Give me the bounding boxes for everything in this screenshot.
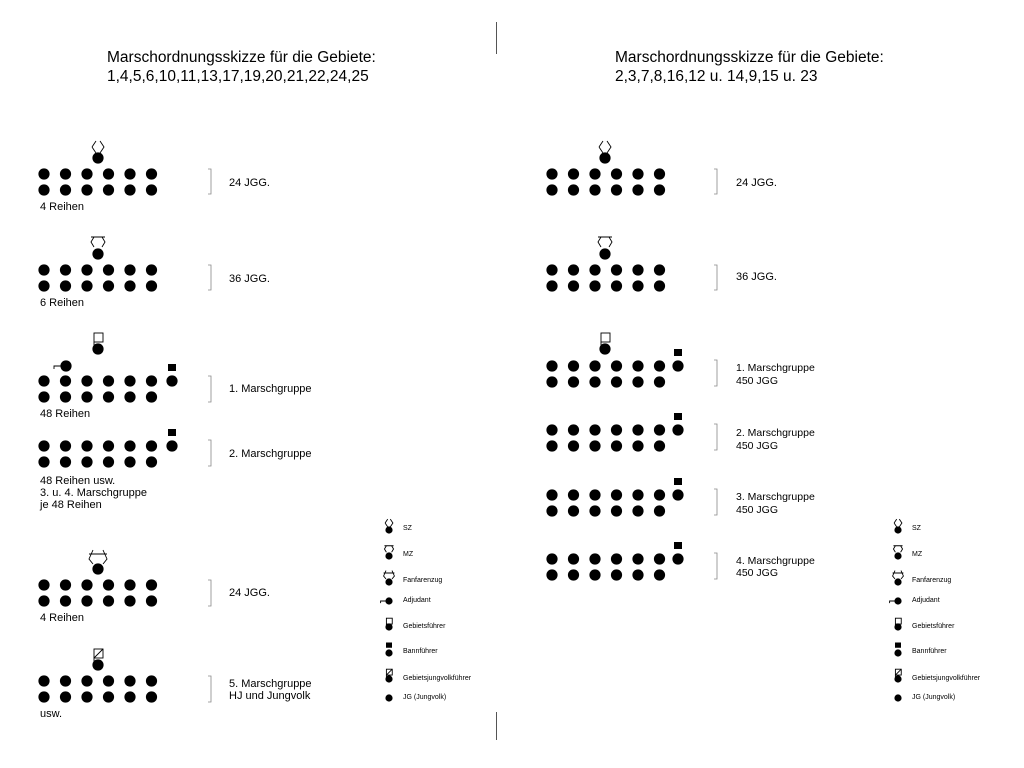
jg-dot xyxy=(546,376,557,387)
jg-dot xyxy=(654,264,665,275)
gebietsfuehrer-flag-icon xyxy=(94,333,103,342)
jg-dot xyxy=(568,424,579,435)
jg-dot xyxy=(632,569,643,580)
jg-dot xyxy=(546,360,557,371)
legend-mz-dot xyxy=(385,552,392,559)
jg-dot xyxy=(124,168,135,179)
group-bracket xyxy=(208,169,211,194)
jg-dot xyxy=(654,280,665,291)
jg-dot xyxy=(60,168,71,179)
left-group1-note: 4 Reihen xyxy=(40,201,85,213)
jg-dot xyxy=(38,456,49,467)
legend-gebietsfuehrer-dot xyxy=(385,623,392,630)
jg-dot xyxy=(81,440,92,451)
legend-right-label-7: Gebietsjungvolkführer xyxy=(912,675,981,682)
fanfare-icon xyxy=(893,571,904,579)
legend-right-label-2: MZ xyxy=(912,551,923,558)
bannfuehrer-square-icon xyxy=(674,413,682,420)
jg-dot xyxy=(103,168,114,179)
right-title-line1: Marschordnungsskizze für die Gebiete: xyxy=(615,49,884,66)
flag-diagonal xyxy=(386,669,392,675)
legend-left-label-5: Gebietsführer xyxy=(403,623,446,630)
group-bracket xyxy=(714,265,717,290)
left-group1-label: 24 JGG. xyxy=(229,177,270,189)
jg-dot xyxy=(611,569,622,580)
jg-dot xyxy=(589,489,600,500)
jg-dot xyxy=(103,184,114,195)
jg-dot xyxy=(124,456,135,467)
jg-dot xyxy=(81,264,92,275)
left-group3-note: 48 Reihen xyxy=(40,408,91,420)
jg-dot xyxy=(60,440,71,451)
jg-dot xyxy=(146,691,157,702)
legend-left-label-3: Fanfarenzug xyxy=(403,577,443,584)
jg-dot xyxy=(632,264,643,275)
jg-dot xyxy=(124,280,135,291)
legend-adjutant-dot xyxy=(385,597,392,604)
jg-dot xyxy=(38,184,49,195)
left-group4-note-line3: je 48 Reihen xyxy=(40,499,102,511)
jg-dot xyxy=(81,675,92,686)
jg-dot xyxy=(589,440,600,451)
right-group4-label-line2: 450 JGG xyxy=(736,440,779,452)
jg-dot xyxy=(568,505,579,516)
right-group1-label: 24 JGG. xyxy=(736,177,777,189)
mz-leader-dot xyxy=(92,248,103,259)
legend-fanfare-dot xyxy=(385,578,392,585)
mz-leader-dot xyxy=(599,248,610,259)
legend-gebietsjungvolkfuehrer-dot xyxy=(894,675,901,682)
left-group2-label: 36 JGG. xyxy=(229,273,270,285)
jg-dot xyxy=(81,691,92,702)
jg-dot xyxy=(60,280,71,291)
jg-dot xyxy=(103,579,114,590)
left-group6-label-line2: HJ und Jungvolk xyxy=(229,690,311,702)
flag-diagonal xyxy=(94,649,103,658)
jg-dot xyxy=(632,489,643,500)
sz-icon xyxy=(92,141,104,153)
jg-dot xyxy=(124,440,135,451)
jg-dot xyxy=(60,595,71,606)
jg-dot xyxy=(81,280,92,291)
jg-dot xyxy=(81,375,92,386)
jg-dot xyxy=(146,456,157,467)
jg-dot xyxy=(611,264,622,275)
jg-dot xyxy=(81,579,92,590)
jg-dot xyxy=(589,184,600,195)
jg-dot xyxy=(146,280,157,291)
jg-dot xyxy=(38,595,49,606)
right-group6-label-line2: 450 JGG xyxy=(736,567,779,579)
jg-dot xyxy=(632,553,643,564)
jg-dot xyxy=(589,280,600,291)
gebietsfuehrer-flag-icon xyxy=(386,618,392,624)
left-group4-note-line2: 3. u. 4. Marschgruppe xyxy=(40,487,148,499)
jg-dot xyxy=(632,280,643,291)
jg-dot xyxy=(38,391,49,402)
jg-dot xyxy=(103,440,114,451)
jg-dot xyxy=(611,280,622,291)
jg-dot xyxy=(654,360,665,371)
jg-dot xyxy=(568,360,579,371)
legend-left-label-7: Gebietsjungvolkführer xyxy=(403,675,472,682)
jg-dot xyxy=(38,675,49,686)
jg-dot xyxy=(654,569,665,580)
gebietsfuehrer-flag-icon xyxy=(895,618,901,624)
jg-dot xyxy=(60,375,71,386)
jg-dot xyxy=(568,440,579,451)
legend-left-label-2: MZ xyxy=(403,551,414,558)
right-title-line2: 2,3,7,8,16,12 u. 14,9,15 u. 23 xyxy=(615,68,818,85)
jg-dot xyxy=(38,168,49,179)
left-group6-note: usw. xyxy=(40,708,63,720)
bannfuehrer-square-icon xyxy=(168,364,176,371)
jg-dot xyxy=(146,440,157,451)
legend-adjutant-dot xyxy=(894,597,901,604)
left-group5-note: 4 Reihen xyxy=(40,612,85,624)
jg-dot xyxy=(611,376,622,387)
jg-dot xyxy=(103,456,114,467)
right-group6-label-line1: 4. Marschgruppe xyxy=(736,555,815,567)
jg-dot xyxy=(60,456,71,467)
sz-icon xyxy=(894,519,902,527)
left-group4-label: 2. Marschgruppe xyxy=(229,448,312,460)
jg-dot xyxy=(611,360,622,371)
adjutant-icon xyxy=(54,366,61,369)
jg-dot xyxy=(146,595,157,606)
jg-dot xyxy=(654,489,665,500)
gebietsjungvolkfuehrer-dot xyxy=(92,659,103,670)
jg-dot xyxy=(124,375,135,386)
legend-right-label-1: SZ xyxy=(912,525,921,532)
bannfuehrer-dot xyxy=(672,360,683,371)
left-group4-note-line1: 48 Reihen usw. xyxy=(40,475,116,487)
flag-diagonal xyxy=(895,669,901,675)
jg-dot xyxy=(589,360,600,371)
jg-dot xyxy=(60,184,71,195)
jg-dot xyxy=(546,569,557,580)
jg-dot xyxy=(611,168,622,179)
jg-dot xyxy=(38,691,49,702)
jg-dot xyxy=(103,264,114,275)
sz-icon xyxy=(385,519,393,527)
jg-dot xyxy=(546,553,557,564)
mz-icon xyxy=(384,546,393,553)
legend-fanfare-dot xyxy=(894,578,901,585)
jg-dot xyxy=(654,376,665,387)
bannfuehrer-square-icon xyxy=(674,349,682,356)
jg-dot xyxy=(546,424,557,435)
jg-dot xyxy=(81,391,92,402)
legend-right-label-3: Fanfarenzug xyxy=(912,577,952,584)
jg-dot xyxy=(60,675,71,686)
gebietsfuehrer-dot xyxy=(599,343,610,354)
fanfare-leader-dot xyxy=(92,563,103,574)
jg-dot xyxy=(124,184,135,195)
legend-left-label-8: JG (Jungvolk) xyxy=(403,694,447,701)
jg-dot xyxy=(146,264,157,275)
legend-mz-dot xyxy=(894,552,901,559)
right-group2-label: 36 JGG. xyxy=(736,271,777,283)
jg-dot xyxy=(632,376,643,387)
jg-dot xyxy=(546,168,557,179)
jg-dot xyxy=(146,184,157,195)
jg-dot xyxy=(124,264,135,275)
jg-dot xyxy=(38,264,49,275)
left-group6-label-line1: 5. Marschgruppe xyxy=(229,678,312,690)
right-group5-label-line2: 450 JGG xyxy=(736,504,779,516)
jg-dot xyxy=(589,264,600,275)
jg-dot xyxy=(103,391,114,402)
jg-dot xyxy=(146,168,157,179)
jg-dot xyxy=(568,569,579,580)
jg-dot xyxy=(546,440,557,451)
legend-jg-dot xyxy=(385,694,392,701)
right-group4-label-line1: 2. Marschgruppe xyxy=(736,427,815,439)
jg-dot xyxy=(589,505,600,516)
bannfuehrer-square-icon xyxy=(168,429,176,436)
bannfuehrer-dot xyxy=(672,553,683,564)
jg-dot xyxy=(103,675,114,686)
sz-icon xyxy=(599,141,611,153)
jg-dot xyxy=(103,595,114,606)
left-group2-note: 6 Reihen xyxy=(40,297,85,309)
legend-bannfuehrer-dot xyxy=(894,649,901,656)
legend-jg-dot xyxy=(894,694,901,701)
legend-right-label-6: Bannführer xyxy=(912,648,947,655)
jg-dot xyxy=(60,391,71,402)
legend-gebietsfuehrer-dot xyxy=(894,623,901,630)
jg-dot xyxy=(611,489,622,500)
group-bracket xyxy=(714,489,717,515)
group-bracket xyxy=(208,676,211,702)
right-group5-label-line1: 3. Marschgruppe xyxy=(736,491,815,503)
group-bracket xyxy=(714,553,717,579)
jg-dot xyxy=(568,376,579,387)
bannfuehrer-square-icon xyxy=(386,643,392,648)
jg-dot xyxy=(568,280,579,291)
jg-dot xyxy=(589,168,600,179)
left-group3-label: 1. Marschgruppe xyxy=(229,383,312,395)
fanfare-icon xyxy=(384,571,395,579)
jg-dot xyxy=(546,489,557,500)
bannfuehrer-dot xyxy=(166,440,177,451)
jg-dot xyxy=(654,440,665,451)
right-group3-label-line1: 1. Marschgruppe xyxy=(736,362,815,374)
jg-dot xyxy=(81,168,92,179)
jg-dot xyxy=(654,505,665,516)
left-title-line1: Marschordnungsskizze für die Gebiete: xyxy=(107,49,376,66)
jg-dot xyxy=(546,184,557,195)
bannfuehrer-dot xyxy=(166,375,177,386)
group-bracket xyxy=(208,580,211,606)
jg-dot xyxy=(589,376,600,387)
legend-bannfuehrer-dot xyxy=(385,649,392,656)
jg-dot xyxy=(632,184,643,195)
jg-dot xyxy=(632,360,643,371)
jg-dot xyxy=(103,691,114,702)
jg-dot xyxy=(38,579,49,590)
jg-dot xyxy=(589,424,600,435)
group-bracket xyxy=(714,169,717,194)
jg-dot xyxy=(38,375,49,386)
jg-dot xyxy=(124,691,135,702)
legend-left-label-6: Bannführer xyxy=(403,648,438,655)
jg-dot xyxy=(38,280,49,291)
mz-icon xyxy=(91,237,105,247)
jg-dot xyxy=(632,168,643,179)
jg-dot xyxy=(568,168,579,179)
bannfuehrer-square-icon xyxy=(674,542,682,549)
jg-dot xyxy=(611,424,622,435)
bannfuehrer-square-icon xyxy=(895,643,901,648)
jg-dot xyxy=(124,391,135,402)
jg-dot xyxy=(611,553,622,564)
fanfare-icon xyxy=(89,550,107,564)
jg-dot xyxy=(81,456,92,467)
mz-icon xyxy=(893,546,902,553)
jg-dot xyxy=(654,184,665,195)
jg-dot xyxy=(568,553,579,564)
jg-dot xyxy=(654,424,665,435)
group-bracket xyxy=(714,424,717,450)
gebietsfuehrer-dot xyxy=(92,343,103,354)
jg-dot xyxy=(654,553,665,564)
group-bracket xyxy=(208,376,211,402)
jg-dot xyxy=(60,579,71,590)
jg-dot xyxy=(103,375,114,386)
jg-dot xyxy=(124,579,135,590)
left-title-line2: 1,4,5,6,10,11,13,17,19,20,21,22,24,25 xyxy=(107,68,369,85)
jg-dot xyxy=(146,675,157,686)
legend-left-label-4: Adjudant xyxy=(403,597,431,604)
group-bracket xyxy=(208,265,211,290)
jg-dot xyxy=(103,280,114,291)
jg-dot xyxy=(546,264,557,275)
jg-dot xyxy=(632,505,643,516)
jg-dot xyxy=(124,595,135,606)
jg-dot xyxy=(589,553,600,564)
legend-sz-dot xyxy=(894,526,901,533)
jg-dot xyxy=(611,184,622,195)
sz-leader-dot xyxy=(599,152,610,163)
jg-dot xyxy=(60,691,71,702)
jg-dot xyxy=(654,168,665,179)
jg-dot xyxy=(589,569,600,580)
bannfuehrer-square-icon xyxy=(674,478,682,485)
mz-icon xyxy=(598,237,612,247)
adjutant-icon xyxy=(890,601,895,603)
bannfuehrer-dot xyxy=(672,424,683,435)
legend-right-label-4: Adjudant xyxy=(912,597,940,604)
legend-left-label-1: SZ xyxy=(403,525,412,532)
jg-dot xyxy=(632,424,643,435)
group-bracket xyxy=(714,360,717,386)
jg-dot xyxy=(81,595,92,606)
jg-dot xyxy=(632,440,643,451)
adjutant-dot xyxy=(60,360,71,371)
jg-dot xyxy=(146,579,157,590)
jg-dot xyxy=(611,440,622,451)
jg-dot xyxy=(146,375,157,386)
jg-dot xyxy=(568,264,579,275)
adjutant-icon xyxy=(381,601,386,603)
group-bracket xyxy=(208,440,211,466)
jg-dot xyxy=(546,280,557,291)
jg-dot xyxy=(38,440,49,451)
left-group5-label: 24 JGG. xyxy=(229,587,270,599)
jg-dot xyxy=(568,184,579,195)
legend-sz-dot xyxy=(385,526,392,533)
jg-dot xyxy=(124,675,135,686)
jg-dot xyxy=(611,505,622,516)
legend-right-label-5: Gebietsführer xyxy=(912,623,955,630)
jg-dot xyxy=(568,489,579,500)
sz-leader-dot xyxy=(92,152,103,163)
gebietsfuehrer-flag-icon xyxy=(601,333,610,342)
bannfuehrer-dot xyxy=(672,489,683,500)
legend-gebietsjungvolkfuehrer-dot xyxy=(385,675,392,682)
jg-dot xyxy=(146,391,157,402)
right-group3-label-line2: 450 JGG xyxy=(736,375,779,387)
jg-dot xyxy=(60,264,71,275)
jg-dot xyxy=(81,184,92,195)
jg-dot xyxy=(546,505,557,516)
legend-right-label-8: JG (Jungvolk) xyxy=(912,694,956,701)
